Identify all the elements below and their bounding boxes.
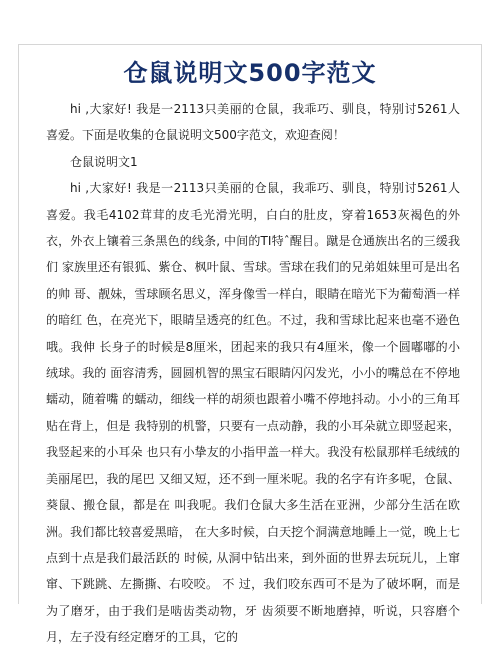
document-title: 仓鼠说明文500字范文: [123, 59, 377, 87]
body-paragraph: hi ,大家好! 我是一2113只美丽的仓鼠，我乖巧、驯良，特别讨5261人 喜爱。我毛4102茸茸的皮毛光滑光明，白白的肚皮，穿着1653灰褐色的外衣，外衣上镶着三条黑色的线条, 中间的TI特ˆ醒目。蹴是仓通族出名的三缓我们 家族里还有银狐、紫仓、枫叶鼠、雪球。雪球在我们的兄弟姐妹里可是出名的帅 哥、靓妹，雪球顾名思义，浑身像雪一样白，眼睛在暗光下为葡萄酒一样的暗红 色，在亮光下，眼睛呈透亮的红色。不过，我和雪球比起来也毫不逊色哦。我伸 长身子的时候是8厘米，团起来的我只有4厘米，像一个圆嘟嘟的小绒球。我的 面容清秀，圆圆机智的黑宝石眼睛闪闪发光，小小的嘴总在不停地蠕动，随着嘴 的蠕动，细线一样的胡须也跟着小嘴不停地抖动。小小的三角耳贴在背上，但是 我特别的机警，只要有一点动静，我的小耳朵就立即竖起来，我竖起来的小耳朵 也只有小挚友的小指甲盖一样大。我没有松鼠那样毛绒绒的美丽尾巴，我的尾巴 又细又短，还不到一厘米呢。我的名字有许多呢，仓鼠、葵鼠、搬仓鼠，都是在 叫我呢。我们仓鼠大多生活在亚洲，少部分生活在欧洲。我们都比较喜爱黑暗， 在大多时候，白天挖个洞满意地睡上一觉，晚上七点到十点是我们最活跃的 时候, 从洞中钻出来，到外面的世界去玩玩儿，上窜窜、下跳跳、左撕撕、右咬咬。 不 过，我们咬东西可不是为了破坏啊，而是为了磨牙，由于我们是啮齿类动物，牙 齿须要不断地磨掉，听说，只容磨个月，左子没有经定磨牙的工具，它的: [46, 181, 460, 645]
intro-paragraph: hi ,大家好! 我是一2113只美丽的仓鼠，我乖巧、驯良，特别讨5261人 喜爱。下面是收集的仓鼠说明文500字范文，欢迎查阅！: [46, 102, 460, 143]
section-heading: 仓鼠说明文1: [70, 154, 138, 169]
document-body: [46, 96, 460, 651]
